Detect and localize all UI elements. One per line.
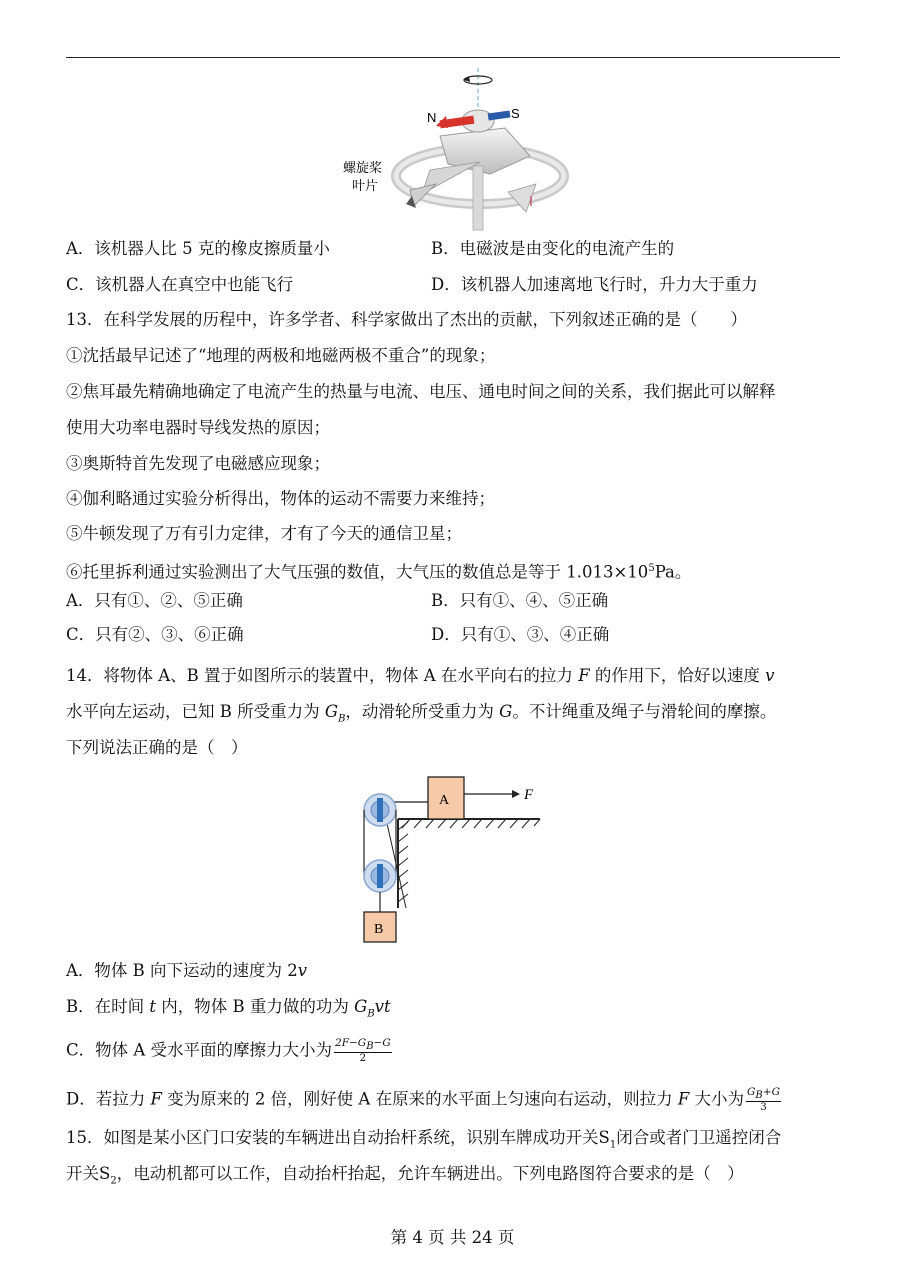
q14-option-c: C．物体 A 受水平面的摩擦力大小为 $\frac{2F-G_B-G}{2}$	[66, 1037, 391, 1065]
q12-option-d: D．该机器人加速离地飞行时，升力大于重力	[431, 275, 758, 294]
page-footer: 第 4 页 共 24 页	[390, 1228, 515, 1247]
q14-stem-line2: 水平向左运动，已知 B 所受重力为 $G_B$，动滑轮所受重力为 G。不计绳重及绳子与滑轮间的摩擦。	[66, 702, 777, 725]
q13-option-a: A．只有①、②、⑤正确	[66, 591, 243, 610]
q14-stem-line1: 14．将物体 A、B 置于如图所示的装置中，物体 A 在水平向右的拉力 F 的作用下，恰好以速度 v	[66, 666, 775, 685]
q13-option-c: C．只有②、③、⑥正确	[66, 625, 244, 644]
blade-label-2: 叶片	[352, 179, 379, 194]
q13-option-d: D．只有①、③、④正确	[431, 625, 610, 644]
header-rule	[66, 57, 840, 58]
fraction-d: $\frac{G_B+G}{3}$	[747, 1086, 780, 1114]
q13-stem: 13．在科学发展的历程中，许多学者、科学家做出了杰出的贡献，下列叙述正确的是（ ）	[66, 310, 747, 329]
fraction-c: $\frac{2F-G_B-G}{2}$	[335, 1037, 391, 1065]
block-b-label: B	[374, 922, 384, 937]
force-label: F	[524, 787, 534, 803]
q15-stem-line2: 开关$S_2$，电动机都可以工作，自动抬杆抬起，允许车辆进出。下列电路图符合要求的是（ ）	[66, 1164, 744, 1187]
q13-option-b: B．只有①、④、⑤正确	[431, 591, 609, 610]
q12-option-a: A．该机器人比 5 克的橡皮擦质量小	[66, 239, 330, 258]
pulley-figure	[350, 772, 550, 948]
q13-statement-4: ④伽利略通过实验分析得出，物体的运动不需要力来维持；	[66, 489, 495, 508]
blade-label-1: 螺旋桨	[343, 161, 383, 176]
q12-option-b: B．电磁波是由变化的电流产生的	[431, 239, 675, 258]
q14-option-a: A．物体 B 向下运动的速度为 2v	[66, 961, 308, 980]
q13-statement-6: ⑥托里拆利通过实验测出了大气压强的数值，大气压的数值总是等于 $1.013\times 10^5Pa$。	[66, 562, 692, 582]
q14-option-d: D．若拉力 F 变为原来的 2 倍，刚好使 A 在原来的水平面上匀速向右运动，则拉力 F 大小为 $\frac{G_B+G}{3}$	[66, 1086, 780, 1114]
q13-statement-2b: 使用大功率电器时导线发热的原因；	[66, 418, 330, 437]
s-label: S	[511, 106, 520, 121]
q15-stem-line1: 15．如图是某小区门口安装的车辆进出自动抬杆系统，识别车牌成功开关$S_1$闭合或者门卫遥控闭合	[66, 1128, 782, 1151]
table-hatch	[402, 819, 540, 828]
n-label: N	[427, 110, 437, 125]
q14-option-b: B．在时间 t 内，物体 B 重力做的功为 $G_Bvt$	[66, 997, 391, 1020]
q13-statement-5: ⑤牛顿发现了万有引力定律，才有了今天的通信卫星；	[66, 524, 462, 543]
q13-statement-3: ③奥斯特首先发现了电磁感应现象；	[66, 454, 330, 473]
q13-statement-2a: ②焦耳最先精确地确定了电流产生的热量与电流、电压、通电时间之间的关系，我们据此可以解释	[66, 382, 776, 401]
block-a-label: A	[439, 793, 450, 808]
propeller-robot-figure	[340, 66, 570, 232]
q12-option-c: C．该机器人在真空中也能飞行	[66, 275, 294, 294]
magnet-s-blue	[488, 110, 511, 120]
q13-statement-1: ①沈括最早记述了“地理的两极和地磁两极不重合”的现象；	[66, 346, 496, 365]
q14-stem-line3: 下列说法正确的是（ ）	[66, 738, 248, 757]
wall-hatch	[398, 822, 408, 902]
